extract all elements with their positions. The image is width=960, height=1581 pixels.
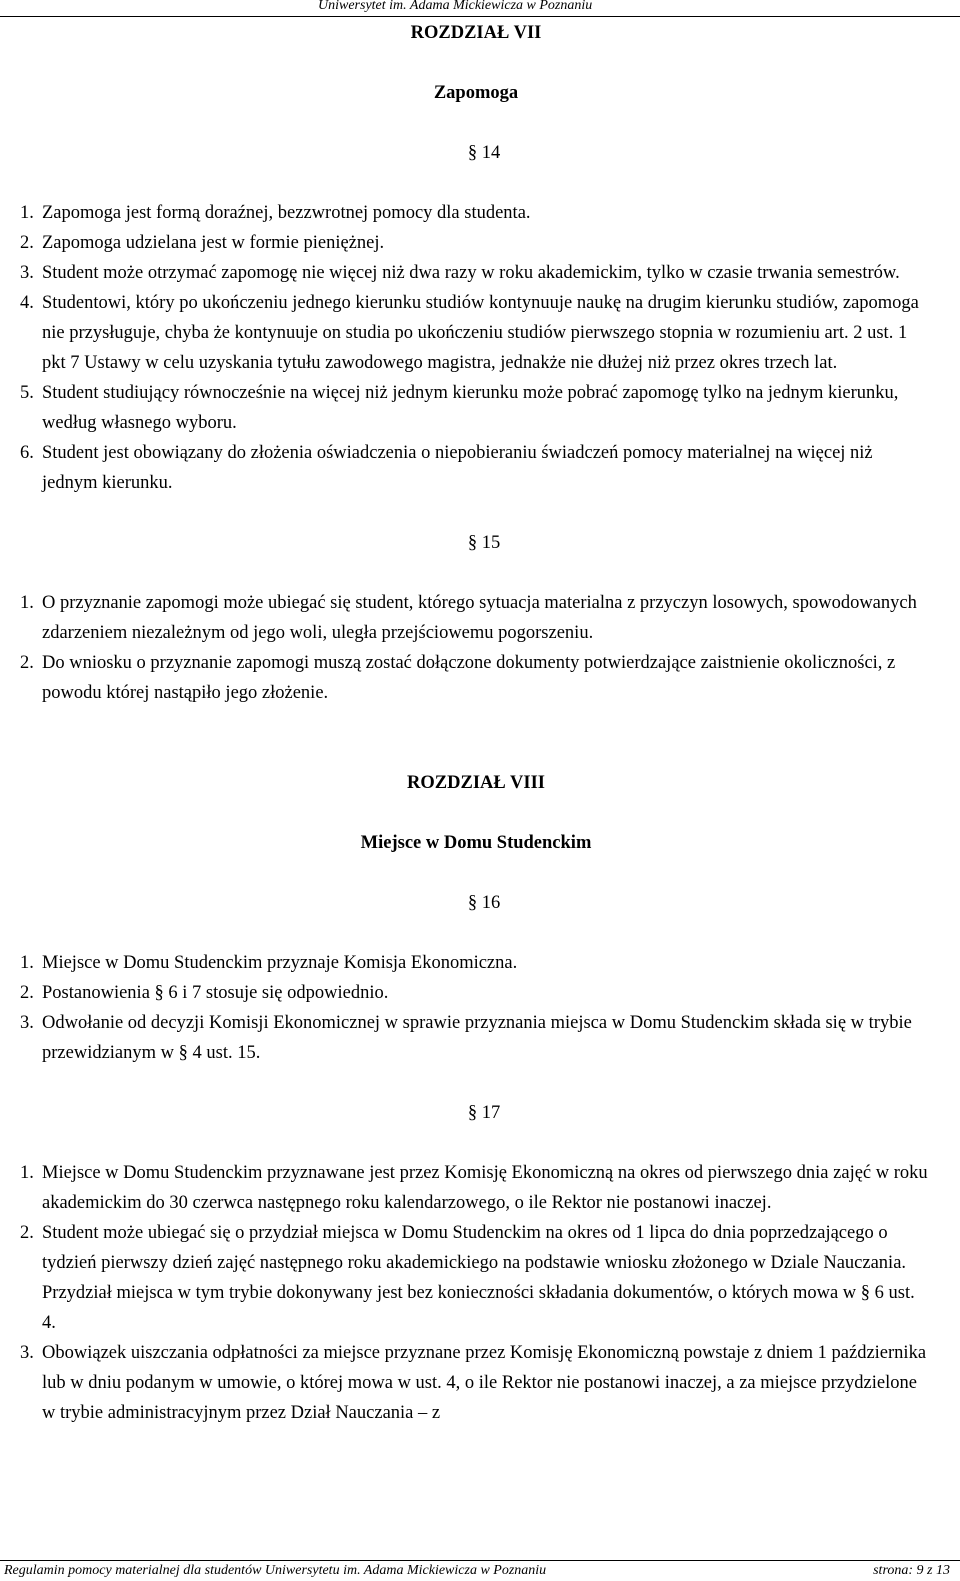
list-item: 2. Do wniosku o przyznanie zapomogi muszą zostać dołączone dokumenty potwierdzające zaistnienie okoliczności, z powodu której nastąpiło jego złożenie. [20,653,896,703]
list-item: 3. Odwołanie od decyzji Komisji Ekonomicznej w sprawie przyznania miejsca w Domu Studenckim składa się w trybie przewidzianym w § 4 ust. 15. [20,1013,912,1063]
document-body [20,18,932,1428]
header-text: Uniwersytet im. Adama Mickiewicza w Poznaniu [318,0,593,13]
list-item: 2. Postanowienia § 6 i 7 stosuje się odpowiednio. [20,983,389,1003]
footer-document-title: Regulamin pomocy materialnej dla studentów Uniwersytetu im. Adama Mickiewicza w Poznaniu [4,1563,547,1578]
paragraph-mark: § 15 [467,533,501,553]
list-item: 1. Zapomoga jest formą doraźnej, bezzwrotnej pomocy dla studenta. [20,203,531,223]
chapter-title: ROZDZIAŁ VIII [407,773,545,793]
paragraph-mark: § 17 [467,1103,501,1123]
chapter-title: ROZDZIAŁ VII [410,23,542,43]
footer-page-number: strona: 9 z 13 [873,1563,950,1578]
list-item: 2. Student może ubiegać się o przydział miejsca w Domu Studenckim na okres od 1 lipca do dnia poprzedzającego o tydzień pierwszy dzień zajęć następnego roku akademickiego na podstawie wniosku złożonego w Dziale Nauczania. Przydział miejsca w tym trybie dokonywany jest bez konieczności składania dokumentów, o których mowa w § 6 ust. 4. [20,1223,915,1333]
list-item: 3. Student może otrzymać zapomogę nie więcej niż dwa razy w roku akademickim, tylko w czasie trwania semestrów. [20,263,900,283]
list-item: 6. Student jest obowiązany do złożenia oświadczenia o niepobieraniu świadczeń pomocy materialnej na więcej niż jednym kierunku. [20,443,873,493]
paragraph-items [20,588,932,708]
list-item: 3. Obowiązek uiszczania odpłatności za miejsce przyznane przez Komisję Ekonomiczną powstaje z dniem 1 października lub w dniu podanym w umowie, o której mowa w ust. 4, o ile Rektor nie postanowi inaczej, a za miejsce przydzielone w trybie administracyjnym przez Dział Nauczania – z [20,1343,927,1423]
paragraph-mark: § 16 [467,893,501,913]
page-footer [0,1560,960,1581]
list-item: 1. O przyznanie zapomogi może ubiegać się student, którego sytuacja materialna z przyczyn losowych, spowodowanych zdarzeniem niezależnym od jego woli, uległa przejściowemu pogorszeniu. [20,593,917,643]
chapter-subtitle: Zapomoga [433,83,519,103]
paragraph-items [20,198,932,498]
list-item: 4. Studentowi, który po ukończeniu jednego kierunku studiów kontynuuje naukę na drugim kierunku studiów, zapomoga nie przysługuje, chyba że kontynuuje on studia po ukończeniu studiów pierwszego stopnia w rozumieniu art. 2 ust. 1 pkt 7 Ustawy w celu uzyskania tytułu zawodowego magistra, jednakże nie dłużej niż przez okres trzech lat. [20,293,919,373]
list-item: 5. Student studiujący równocześnie na więcej niż jednym kierunku może pobrać zapomogę tylko na jednym kierunku, według własnego wyboru. [20,383,899,433]
list-item: 1. Miejsce w Domu Studenckim przyznawane jest przez Komisję Ekonomiczną na okres od pierwszego dnia zajęć w roku akademickim do 30 czerwca następnego roku kalendarzowego, o ile Rektor nie postanowi inaczej. [20,1163,928,1213]
paragraph-items [20,1158,932,1428]
paragraph-items [20,948,932,1068]
paragraph-mark: § 14 [467,143,501,163]
page-header [0,0,960,17]
list-item: 2. Zapomoga udzielana jest w formie pieniężnej. [20,233,385,253]
list-item: 1. Miejsce w Domu Studenckim przyznaje Komisja Ekonomiczna. [20,953,518,973]
chapter-subtitle: Miejsce w Domu Studenckim [360,833,592,853]
